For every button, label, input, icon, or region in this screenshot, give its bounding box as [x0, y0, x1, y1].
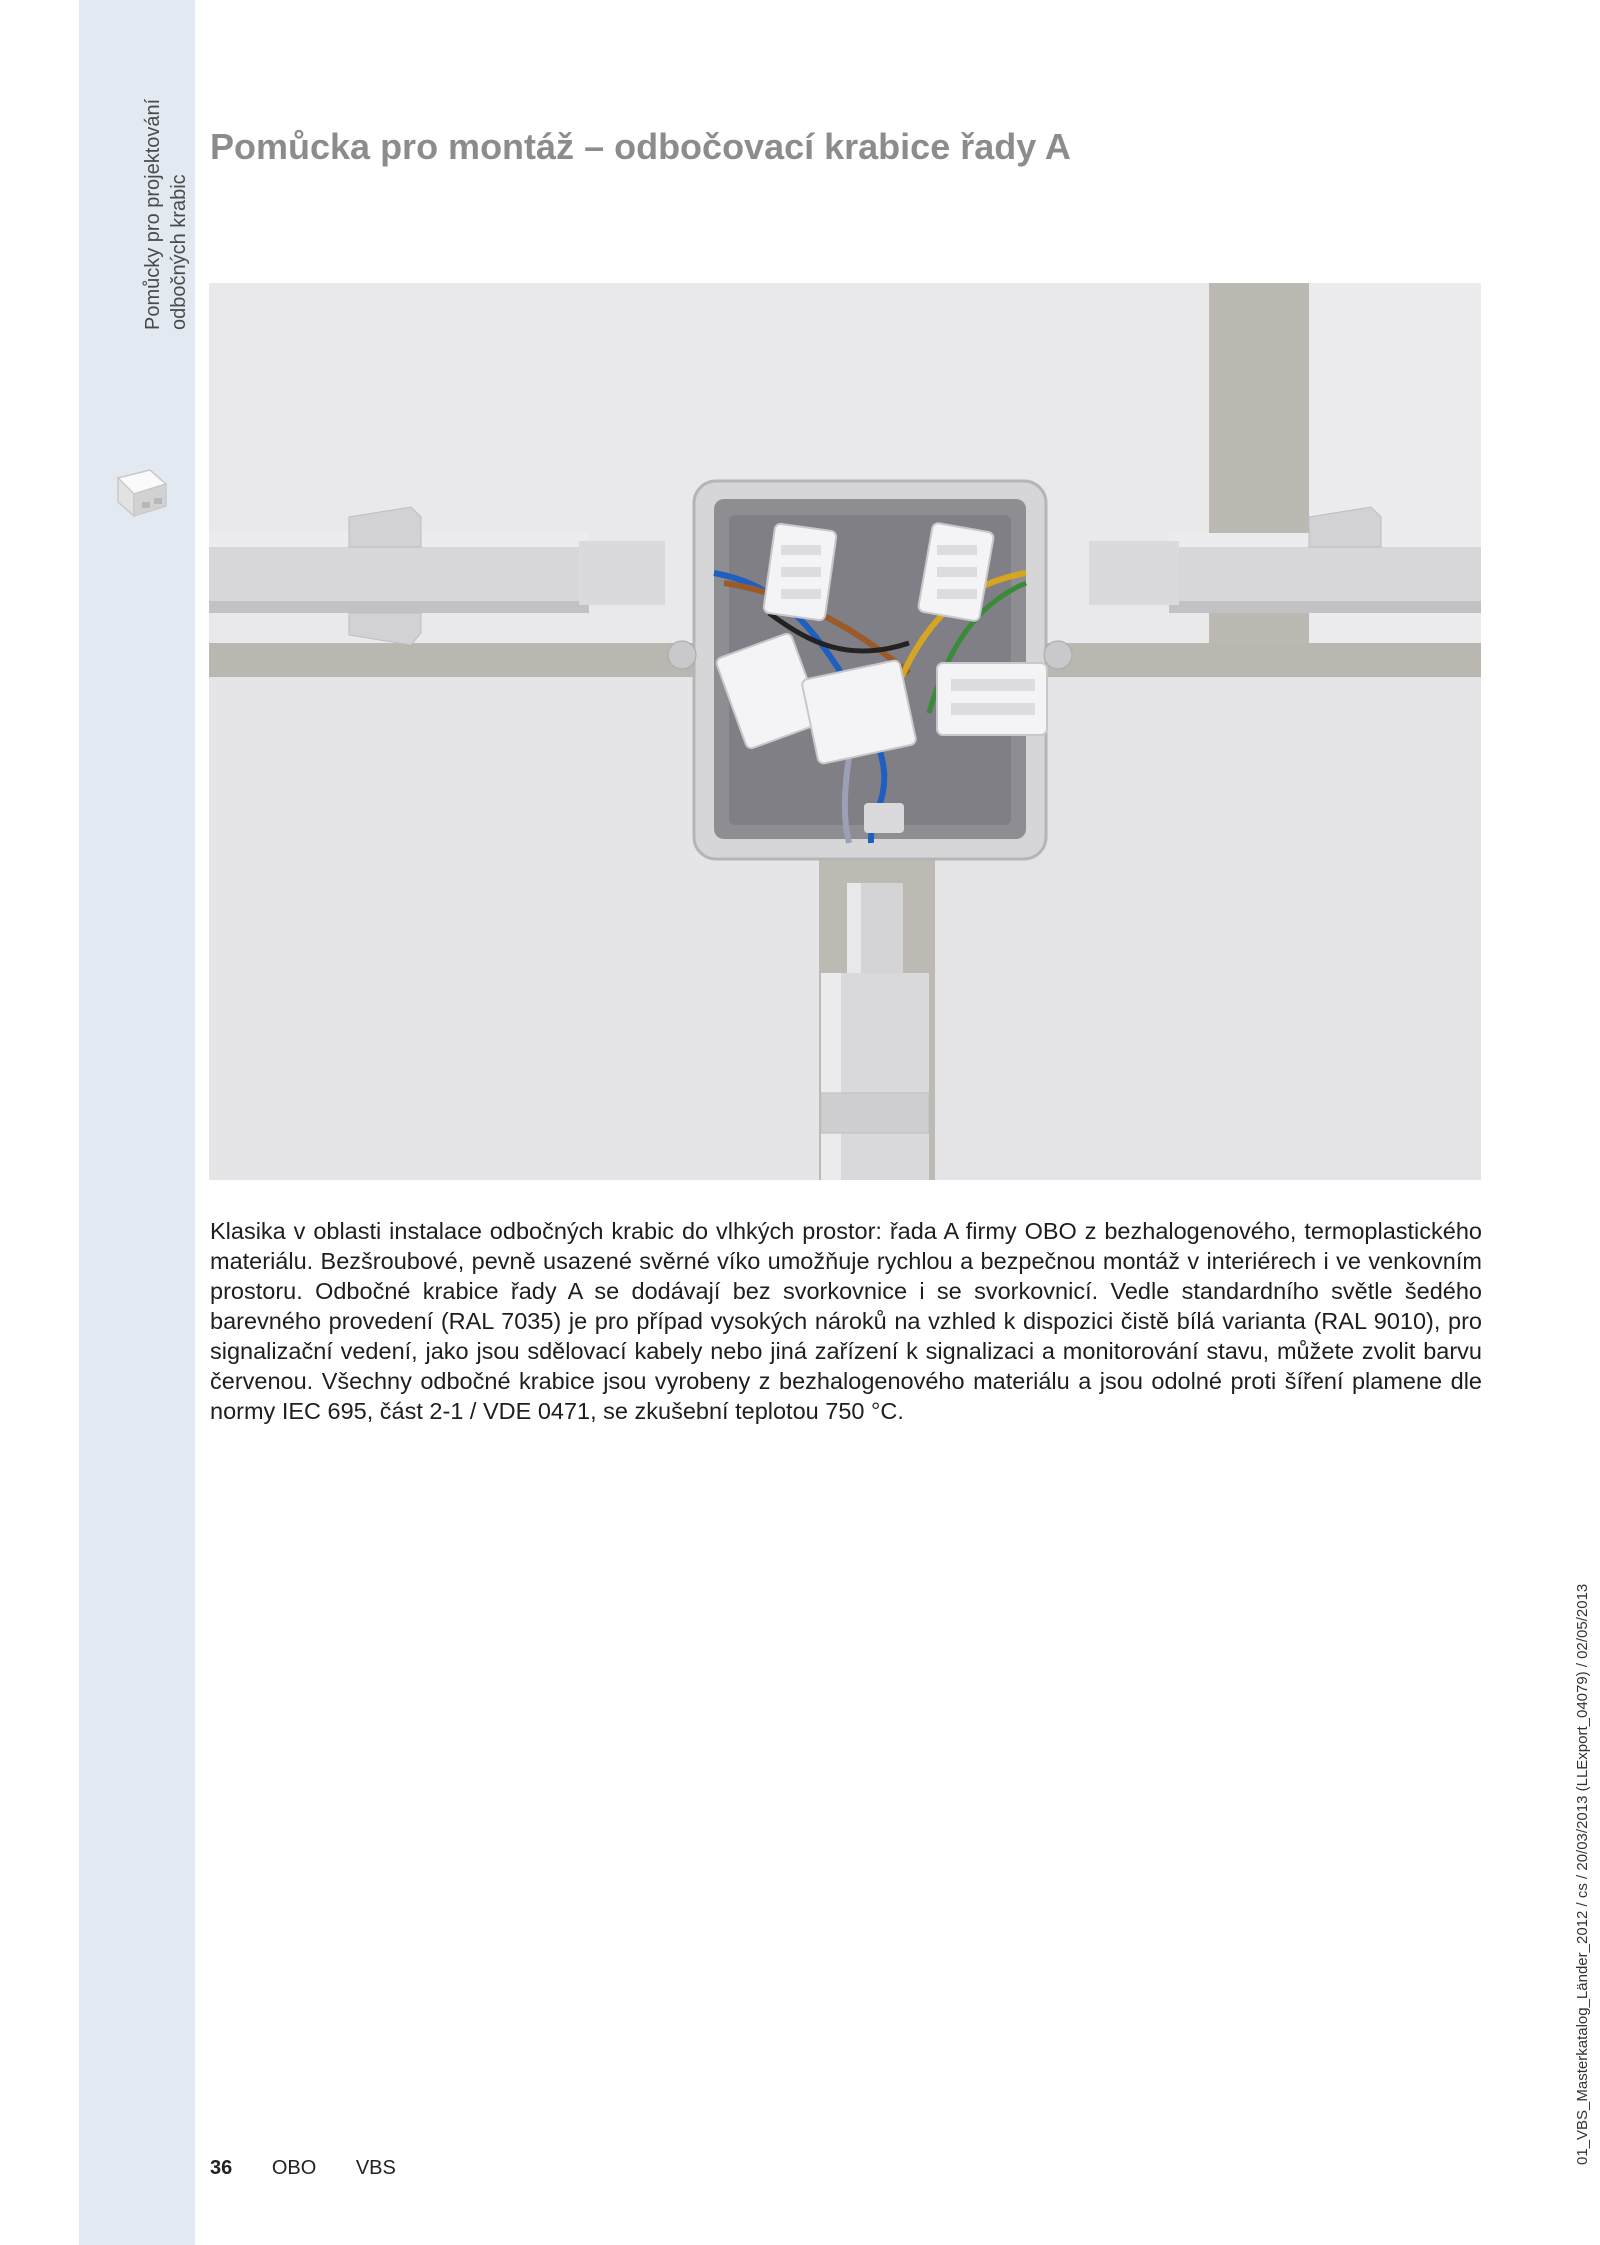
brand-label: OBO — [271, 2157, 317, 2179]
body-paragraph: Klasika v oblasti instalace odbočných krabic do vlhkých prostor: řada A firmy OBO z bezhalogenového, termoplastického materiálu. Bezšroubové, pevně usazené svěrné víko umožňuje rychlou a bezpečnou montáž v interiérech i ve venkovním prostoru. Odbočné krabice řady A se dodávají bez svorkovnice i se svorkovnicí. Vedle standardního světle šedého barevného provedení (RAL 7035) je pro případ vysokých nároků na vzhled k dispozici čistě bílá varianta (RAL 9010), pro signalizační vedení, jako jsou sdělovací kabely nebo jiná zařízení k signalizaci a monitorování stavu, můžete zvolit barvu červenou. Všechny odbočné krabice jsou vyrobeny z bezhalogenového materiálu a jsou odolné proti šíření plamene dle normy IEC 695, část 2-1 / VDE 0471, se zkušební teplotou 750 °C. — [210, 1218, 1482, 1424]
junction-box-icon — [112, 466, 172, 522]
section-label: VBS — [355, 2157, 396, 2179]
sidebar-band — [79, 0, 195, 2245]
sidebar-label-line1: Pomůcky pro projektování — [142, 98, 164, 330]
sidebar-section-label — [140, 50, 192, 330]
sidebar-label-line2: odbočných krabic — [168, 174, 190, 330]
page-number: 36 — [210, 2157, 233, 2179]
document-meta: 01_VBS_Masterkatalog_Länder_2012 / cs / 20/03/2013 (LLExport_04079) / 02/05/2013 — [1574, 1583, 1591, 2165]
page-footer — [210, 2157, 396, 2180]
junction-box-photo — [209, 283, 1481, 1180]
page-title: Pomůcka pro montáž – odbočovací krabice řady A — [210, 126, 1071, 167]
